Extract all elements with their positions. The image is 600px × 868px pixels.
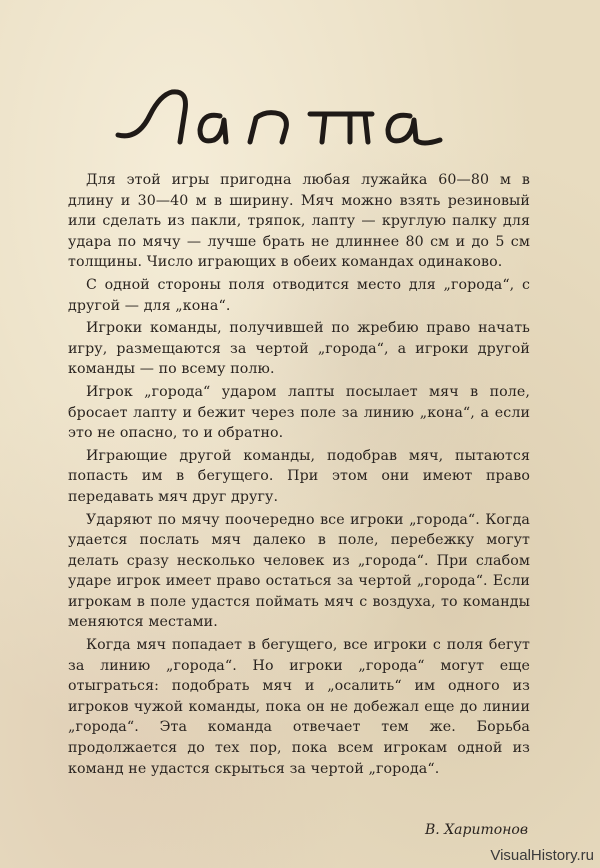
paragraph: Ударяют по мячу поочередно все игроки „города“. Когда удается послать мяч далеко в поле, перебежку могут делать сразу несколько человек из „города“. При слабом ударе игрок имеет право остаться за чертой „города“. Если игрокам в поле удастся поймать мяч с воздуха, то команды меняются местами. [68, 511, 530, 631]
article-title [110, 80, 510, 160]
handwritten-title [110, 80, 510, 160]
paragraph: Играющие другой команды, подобрав мяч, пытаются попасть им в бегущего. При этом они имеют право передавать мяч друг другу. [68, 447, 530, 505]
site-watermark: VisualHistory.ru [490, 847, 594, 864]
paragraph: Для этой игры пригодна любая лужайка 60—80 м в длину и 30—40 м в ширину. Мяч можно взять резиновый или сделать из пакли, тряпок, лапту — круглую палку для удара по мячу — лучше брать не длиннее 80 см и до 5 см толщины. Число играющих в обеих командах одинаково. [68, 172, 530, 271]
paragraph: С одной стороны поля отводится место для „города“, с другой — для „кона“. [68, 276, 530, 314]
paragraph: Игрок „города“ ударом лапты посылает мяч в поле, бросает лапту и бежит через поле за линию „кона“, а если это не опасно, то и обратно. [68, 383, 530, 442]
author-signature: В. Харитонов [425, 822, 528, 838]
article-body [68, 170, 530, 781]
paragraph: Игроки команды, получившей по жребию право начать игру, размещаются за чертой „города“, а игроки другой команды — по всему полю. [68, 320, 530, 378]
paragraph: Когда мяч попадает в бегущего, все игроки с поля бегут за линию „города“. Но игроки „города“ могут еще отыграться: подобрать мяч и „осалить“ им одного из игроков чужой команды, пока он не добежал еще до линии „города“. Эта команда отвечает тем же. Борьба продолжается до тех пор, пока всем игрокам одной из команд не удастся скрыться за чертой „города“. [68, 637, 530, 777]
